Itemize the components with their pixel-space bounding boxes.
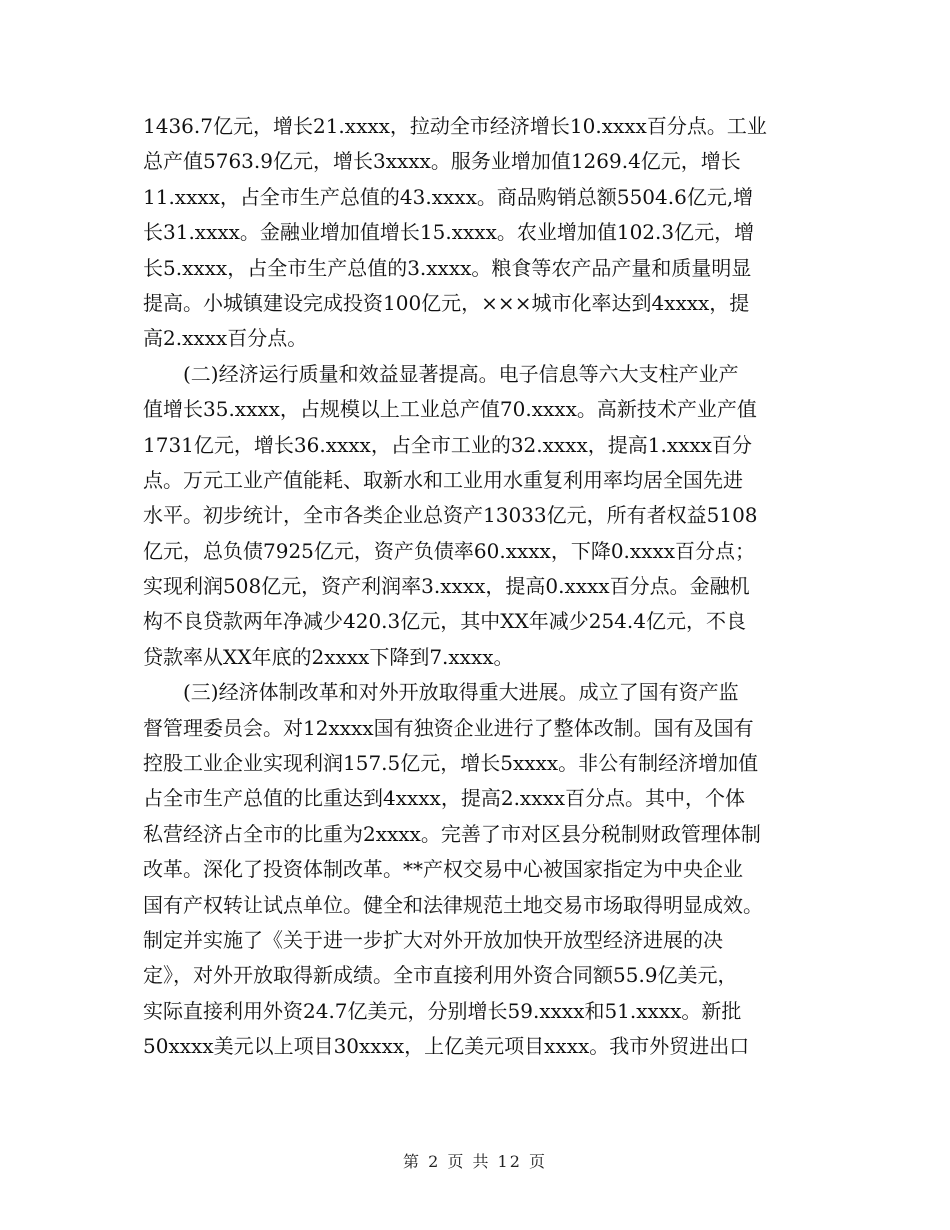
text-line: 国有产权转让试点单位。健全和法律规范土地交易市场取得明显成效。 [143, 892, 763, 917]
text-line: 亿元，总负债7925亿元，资产负债率60.xxxx，下降0.xxxx百分点； [143, 538, 756, 563]
text-line: 点。万元工业产值能耗、取新水和工业用水重复利用率均居全国先进 [143, 467, 743, 492]
text-line: 长31.xxxx。金融业增加值增长15.xxxx。农业增加值102.3亿元，增 [143, 220, 755, 245]
section-heading-line: (三)经济体制改革和对外开放取得重大进展。成立了国有资产监 [143, 680, 739, 705]
document-body [143, 109, 818, 1065]
text-line: 督管理委员会。对12xxxx国有独资企业进行了整体改制。国有及国有 [143, 715, 754, 740]
text-line: 制定并实施了《关于进一步扩大对外开放加快开放型经济进展的决 [143, 927, 723, 952]
text-line: 私营经济占全市的比重为2xxxx。完善了市对区县分税制财政管理体制 [143, 821, 761, 846]
page-number-footer: 第 2 页 共 12 页 [403, 1152, 547, 1171]
text-line: 1436.7亿元，增长21.xxxx，拉动全市经济增长10.xxxx百分点。工业 [143, 114, 767, 138]
text-line: 50xxxx美元以上项目30xxxx，上亿美元项目xxxx。我市外贸进出口 [143, 1034, 750, 1059]
text-line: 定》，对外开放取得新成绩。全市直接利用外资合同额55.9亿美元， [143, 963, 738, 988]
text-line: 1731亿元，增长36.xxxx，占全市工业的32.xxxx，提高1.xxxx百分 [143, 432, 752, 457]
text-line: 高2.xxxx百分点。 [143, 326, 308, 351]
text-line: 实现利润508亿元，资产利润率3.xxxx，提高0.xxxx百分点。金融机 [143, 574, 750, 599]
text-line: 长5.xxxx，占全市生产总值的3.xxxx。粮食等农产品产量和质量明显 [143, 255, 752, 280]
text-line: 总产值5763.9亿元，增长3xxxx。服务业增加值1269.4亿元，增长 [143, 149, 741, 174]
text-line: 贷款率从XX年底的2xxxx下降到7.xxxx。 [143, 644, 514, 669]
text-line: 改革。深化了投资体制改革。**产权交易中心被国家指定为中央企业 [143, 857, 743, 882]
text-line: 实际直接利用外资24.7亿美元，分别增长59.xxxx和51.xxxx。新批 [143, 998, 742, 1023]
section-heading-line: (二)经济运行质量和效益显著提高。电子信息等六大支柱产业产 [143, 361, 739, 386]
text-line: 水平。初步统计，全市各类企业总资产13033亿元，所有者权益5108 [143, 503, 758, 528]
text-line: 值增长35.xxxx，占规模以上工业总产值70.xxxx。高新技术产业产值 [143, 397, 757, 422]
text-line: 构不良贷款两年净减少420.3亿元，其中XX年减少254.4亿元，不良 [143, 609, 746, 634]
text-line: 提高。小城镇建设完成投资100亿元，×××城市化率达到4xxxx，提 [143, 290, 750, 315]
text-line: 占全市生产总值的比重达到4xxxx，提高2.xxxx百分点。其中，个体 [143, 786, 746, 811]
text-line: 11.xxxx，占全市生产总值的43.xxxx。商品购销总额5504.6亿元,增 [143, 184, 754, 209]
text-line: 控股工业企业实现利润157.5亿元，增长5xxxx。非公有制经济增加值 [143, 751, 759, 776]
